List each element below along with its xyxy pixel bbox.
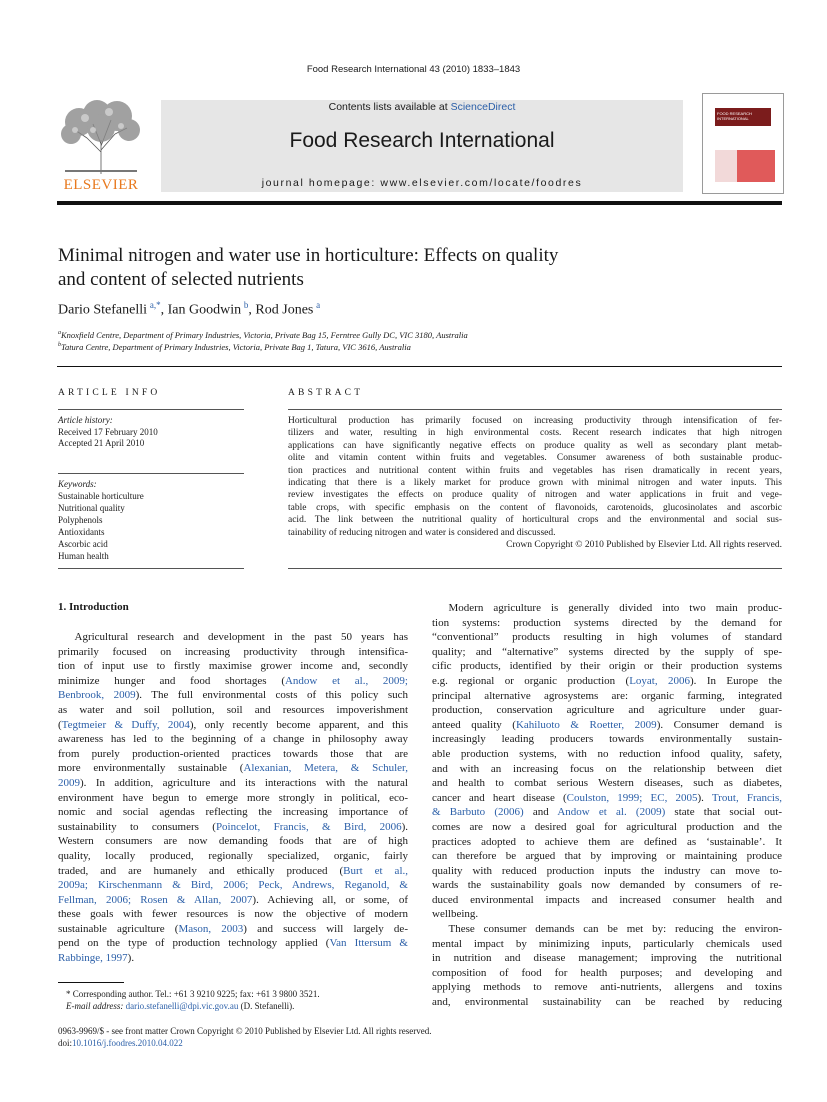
body-line [58,849,408,864]
article-info-heading: ARTICLE INFO [58,388,161,398]
body-text: tion systems: production systems directed by the demand for [432,616,782,629]
abstract-line: acid. The link between the nutritional quality of horticultural crops and the environmental and social sus- [288,515,782,526]
article-title [58,244,678,292]
body-text: sustainable agriculture ( [58,922,179,935]
body-line [432,616,782,631]
body-text: and health to combat serious Western diseases, such as diabetes, [432,777,782,790]
body-text: “conventional” products resulting in high volumes of standard [432,631,782,644]
body-text: more environmentally sustainable ( [58,762,244,775]
accepted-date: Accepted 21 April 2010 [58,438,145,448]
body-line [432,732,782,747]
title-line-2: and content of selected nutrients [58,269,304,290]
citation-link[interactable]: Andow et al., 2009; [284,674,408,687]
abstract-line: olite and vitamin content within fruits and vegetables. Consumer awareness of both sustainable produc- [288,453,782,464]
citation-link[interactable]: Van Ittersum & [329,937,408,950]
keyword: Human health [58,551,109,561]
body-text: increasingly leading producers towards environmentally sustain- [432,733,782,746]
body-text: and with an increasing focus on the relationship between diet [432,762,782,775]
email-suffix: (D. Stefanelli). [238,1001,295,1011]
citation-link[interactable]: Poincelot, Francis, & Bird, 2006 [215,820,402,833]
body-text: awareness has led to the beginning of a change in philosophy away [58,733,408,746]
tree-icon [57,100,145,176]
body-text: can therefore be argued that by improving or maintaining produce [432,850,782,863]
body-line [58,936,408,951]
body-line [58,834,408,849]
body-text: sustainability to consumers ( [58,820,216,833]
author-sep: , [160,302,168,318]
abstract-line: indicating that there is a likely market for produce grown with minimal nitrogen and water inputs. This [288,477,782,488]
citation-link[interactable]: Fellman, 2006; Rosen & Allan, 2007 [58,893,253,906]
author-sup[interactable]: a,* [149,300,161,310]
citation-link[interactable]: 2009 [58,776,80,789]
body-line [432,601,782,616]
body-line [58,922,408,937]
citation-link[interactable]: 2009a; Kirschenmann & Bird, 2006; Peck, Andrews, Reganold, & [58,879,408,892]
author-sup[interactable]: b [243,300,249,310]
abstract-line: review investigates the effects on produce quality of nitrogen and water applications in fruit and vege- [288,490,782,501]
body-line [58,907,408,922]
author-list [58,300,320,319]
body-text: ). The full environmental costs of this policy such [135,689,408,702]
keyword: Nutritional quality [58,503,125,513]
body-line [432,791,782,806]
cover-pink-block [715,150,737,182]
affiliation-sup: b [58,342,61,349]
body-text: Western consumers are now demanding foods that are of high [58,835,408,848]
body-text: state that social out- [665,806,782,819]
affiliation-text: Tatura Centre, Department of Primary Industries, Victoria, Private Bag 1, Tatura, VIC 3616, Australia [61,342,411,352]
body-text: ). In Europe the [690,674,782,687]
body-line [432,689,782,704]
body-line [58,820,408,835]
citation-link[interactable]: & Barbuto (2006) [432,806,524,819]
keyword: Ascorbic acid [58,539,108,549]
section-rule [57,366,782,367]
header-rule [57,201,782,205]
body-line [432,762,782,777]
article-info-rule [58,568,244,569]
body-text: duced environmental impacts and increased consumer health and [432,893,782,906]
body-text: ). Achieving all, or some, of [252,893,408,906]
contents-availability [161,101,683,113]
body-text: applying methods to remove anti-nutrients, allergens and toxins [432,981,782,994]
abstract-line: Horticultural production has primarily focused on increasing productivity through intensification of fer- [288,416,782,426]
body-line [58,776,408,791]
body-line [432,645,782,660]
page-bottom-info [58,1025,432,1049]
author-name[interactable]: Rod Jones [255,302,314,318]
body-line [432,630,782,645]
body-text: wellbeing. [432,908,479,921]
body-line [58,805,408,820]
article-history [58,415,158,450]
body-line [58,688,408,703]
author-sup[interactable]: a [316,300,321,310]
author-name[interactable]: Dario Stefanelli [58,302,148,318]
abstract-line: applications can have significantly negative effects on produce quality as well as secondary plant metab- [288,440,782,451]
body-text: ) and success will largely de- [243,922,408,935]
body-text: mental impact by minimizing inputs, particularly chemicals used [432,937,782,950]
body-line [58,747,408,762]
body-text: Agricultural research and development in the past 50 years has [58,631,408,643]
body-text: practices adopted to achieve them are defined as ‘sustainable’. It [432,835,782,848]
contents-prefix: Contents lists available at [328,101,451,113]
body-line [58,659,408,674]
author-sep: , [248,302,256,318]
body-text: Modern agriculture is generally divided into two main produc- [432,602,782,614]
body-line [432,937,782,952]
citation-link[interactable]: Kahiluoto & Roetter, 2009 [515,718,657,731]
doi-link[interactable]: 10.1016/j.foodres.2010.04.022 [72,1038,183,1048]
body-column-left [58,630,408,966]
body-line [432,864,782,879]
body-text: ). [401,820,408,833]
corresponding-author-footnote [66,988,320,1012]
body-text: pend on the type of production technology applied ( [58,937,330,950]
email-label: E-mail address: [66,1001,126,1011]
body-text: nomic and social agendas reflecting the increasing importance of [58,806,408,819]
history-label: Article history: [58,415,113,425]
body-text: principal alternative agrosystems are: organic farming, integrated [432,689,782,702]
article-info-rule [58,409,244,410]
body-text: tion of input use to firstly maximise grower income and, secondly [58,660,408,673]
body-line [432,922,782,937]
body-line [432,878,782,893]
title-line-1: Minimal nitrogen and water use in horticulture: Effects on quality [58,245,559,266]
body-line [58,645,408,660]
body-text: ). [697,791,712,804]
body-text: cific products, identified by their origin or their production systems [432,660,782,673]
sciencedirect-link[interactable]: ScienceDirect [450,101,516,113]
body-line [58,878,408,893]
citation-link[interactable]: Coulston, 1999; EC, 2005 [566,791,698,804]
citation-link[interactable]: Tegtmeier & Duffy, 2004 [61,718,190,731]
affiliation-sup: a [58,330,61,337]
body-line [58,630,408,645]
elsevier-wordmark: ELSEVIER [63,177,139,193]
affiliation [58,342,411,352]
body-text: as water and soil pollution, soil and resources impoverishment [58,703,408,716]
body-text: in nutrition and disease management; improving the nutritional [432,952,782,965]
citation-link[interactable]: Mason, 2003 [178,922,244,935]
footnote-email-line [66,1000,320,1012]
keywords-label: Keywords: [58,479,97,489]
affiliation-text: Knoxfield Centre, Department of Primary Industries, Victoria, Private Bag 15, Ferntree Gully DC, VIC 3180, Australia [61,330,468,340]
body-text: primarily focused on increasing productivity through intensifica- [58,645,408,658]
body-line [58,674,408,689]
body-line [432,835,782,850]
abstract-heading: ABSTRACT [288,388,364,398]
footnote-rule [58,982,124,983]
citation-link[interactable]: Andow et al. (2009) [557,806,666,819]
body-text: These consumer demands can be met by: reducing the environ- [432,923,782,936]
body-line [58,732,408,747]
received-date: Received 17 February 2010 [58,426,158,437]
body-line [432,703,782,718]
body-line [432,951,782,966]
doi-label: doi: [58,1038,73,1048]
citation-link[interactable]: Alexanian, Metera, & Schuler, [243,762,408,775]
journal-title: Food Research International [289,129,555,152]
body-text: composition of food for health purposes; and developing and [432,966,782,979]
body-line [58,951,408,966]
article-info-rule [58,473,244,474]
body-line [58,791,408,806]
body-text: e.g. regional or organic production ( [432,674,630,687]
body-line [58,761,408,776]
issn-line: 0963-9969/$ - see front matter Crown Copyright © 2010 Published by Elsevier Ltd. All rights reserved. [58,1026,432,1036]
body-line [432,805,782,820]
body-text: and, environmental sustainability can be reached by reducing [432,996,782,1009]
body-text: production, conservation agriculture and agriculture under guar- [432,704,782,717]
body-text: comes are now a desired goal for agricultural production and the [432,820,782,833]
abstract-body [288,415,782,551]
body-text: environment have begun to emerge more strongly in political, eco- [58,791,408,804]
journal-homepage[interactable]: journal homepage: www.elsevier.com/locate/foodres [261,177,583,189]
body-text: these goals with fewer resources is now the objective of modern [58,908,408,921]
body-line [58,718,408,733]
body-text: ( [58,718,62,731]
keyword: Antioxidants [58,527,105,537]
body-line [432,776,782,791]
body-text: quality, locally produced, regionally specialized, organic, fairly [58,849,408,862]
body-text: from purely production-oriented practices towards those that are [58,747,408,760]
body-text: ). Consumer demand is [656,718,782,731]
body-text: ), only recently become apparent, and this [189,718,408,731]
abstract-copyright: Crown Copyright © 2010 Published by Elsevier Ltd. All rights reserved. [506,539,782,550]
body-line [58,893,408,908]
body-line [432,820,782,835]
body-line [432,659,782,674]
body-text: minimize hunger and food shortages ( [58,674,285,687]
body-line [58,703,408,718]
body-text: and [523,806,558,819]
body-text: quality with reduced production inputs the industry can move to- [432,864,782,877]
body-text: traded, and are humanely and ethically produced ( [58,864,344,877]
doi-line [58,1037,432,1049]
abstract-rule [288,568,782,569]
body-line [432,893,782,908]
cover-title: FOOD RESEARCH INTERNATIONAL [717,111,752,121]
body-text: ). In addition, agriculture and its interactions with the natural [80,776,408,789]
body-text: quality; and “alternative” systems directed by the supply of spe- [432,645,782,658]
abstract-rule [288,409,782,410]
citation-link[interactable]: Loyat, 2006 [629,674,691,687]
body-line [432,995,782,1010]
body-line [58,864,408,879]
body-text: able production systems, with no reduction infood quality, safety, [432,747,782,760]
body-text: ). [127,952,135,965]
affiliation [58,330,468,340]
keywords-block [58,478,144,562]
body-line [432,907,782,922]
journal-cover-thumbnail [702,93,784,194]
citation-link[interactable]: Trout, Francis, [711,791,782,804]
body-line [432,718,782,733]
footnote-contact: * Corresponding author. Tel.: +61 3 9210 9225; fax: +61 3 9800 3521. [66,989,320,999]
abstract-line: table crops, with specific emphasis on the content of flavonoids, carotenoids, glucosinolates and ascorbic [288,502,782,513]
email-link[interactable]: dario.stefanelli@dpi.vic.gov.au [125,1001,239,1011]
keyword: Polyphenols [58,515,103,525]
cover-red-block [737,150,775,182]
body-line [432,747,782,762]
citation-link[interactable]: Benbrook, 2009 [58,689,136,702]
body-text: anteed quality ( [432,718,516,731]
citation-link[interactable]: Rabbinge, 1997 [58,952,128,965]
abstract-line: tion practices and nutritional content within fruits and vegetables has risen dramatically in recent years, [288,465,782,476]
body-text: cancer and heart disease ( [432,791,567,804]
body-text: wards the sustainability goals now demanded by consumers of re- [432,879,782,892]
body-column-right [432,601,782,1010]
keyword: Sustainable horticulture [58,491,144,501]
body-line [432,849,782,864]
journal-citation: Food Research International 43 (2010) 1833–1843 [306,64,521,75]
author-name[interactable]: Ian Goodwin [167,302,242,318]
citation-link[interactable]: Burt et al., [343,864,408,877]
body-line [432,674,782,689]
body-line [432,966,782,981]
abstract-line: tainability of reducing nitrogen and water is considered and discussed. [288,527,556,538]
abstract-line: tilizers and water, resulting in high environmental costs. Recent research indicates that high nitrogen [288,428,782,439]
section-heading-introduction: 1. Introduction [58,601,129,613]
body-line [432,980,782,995]
